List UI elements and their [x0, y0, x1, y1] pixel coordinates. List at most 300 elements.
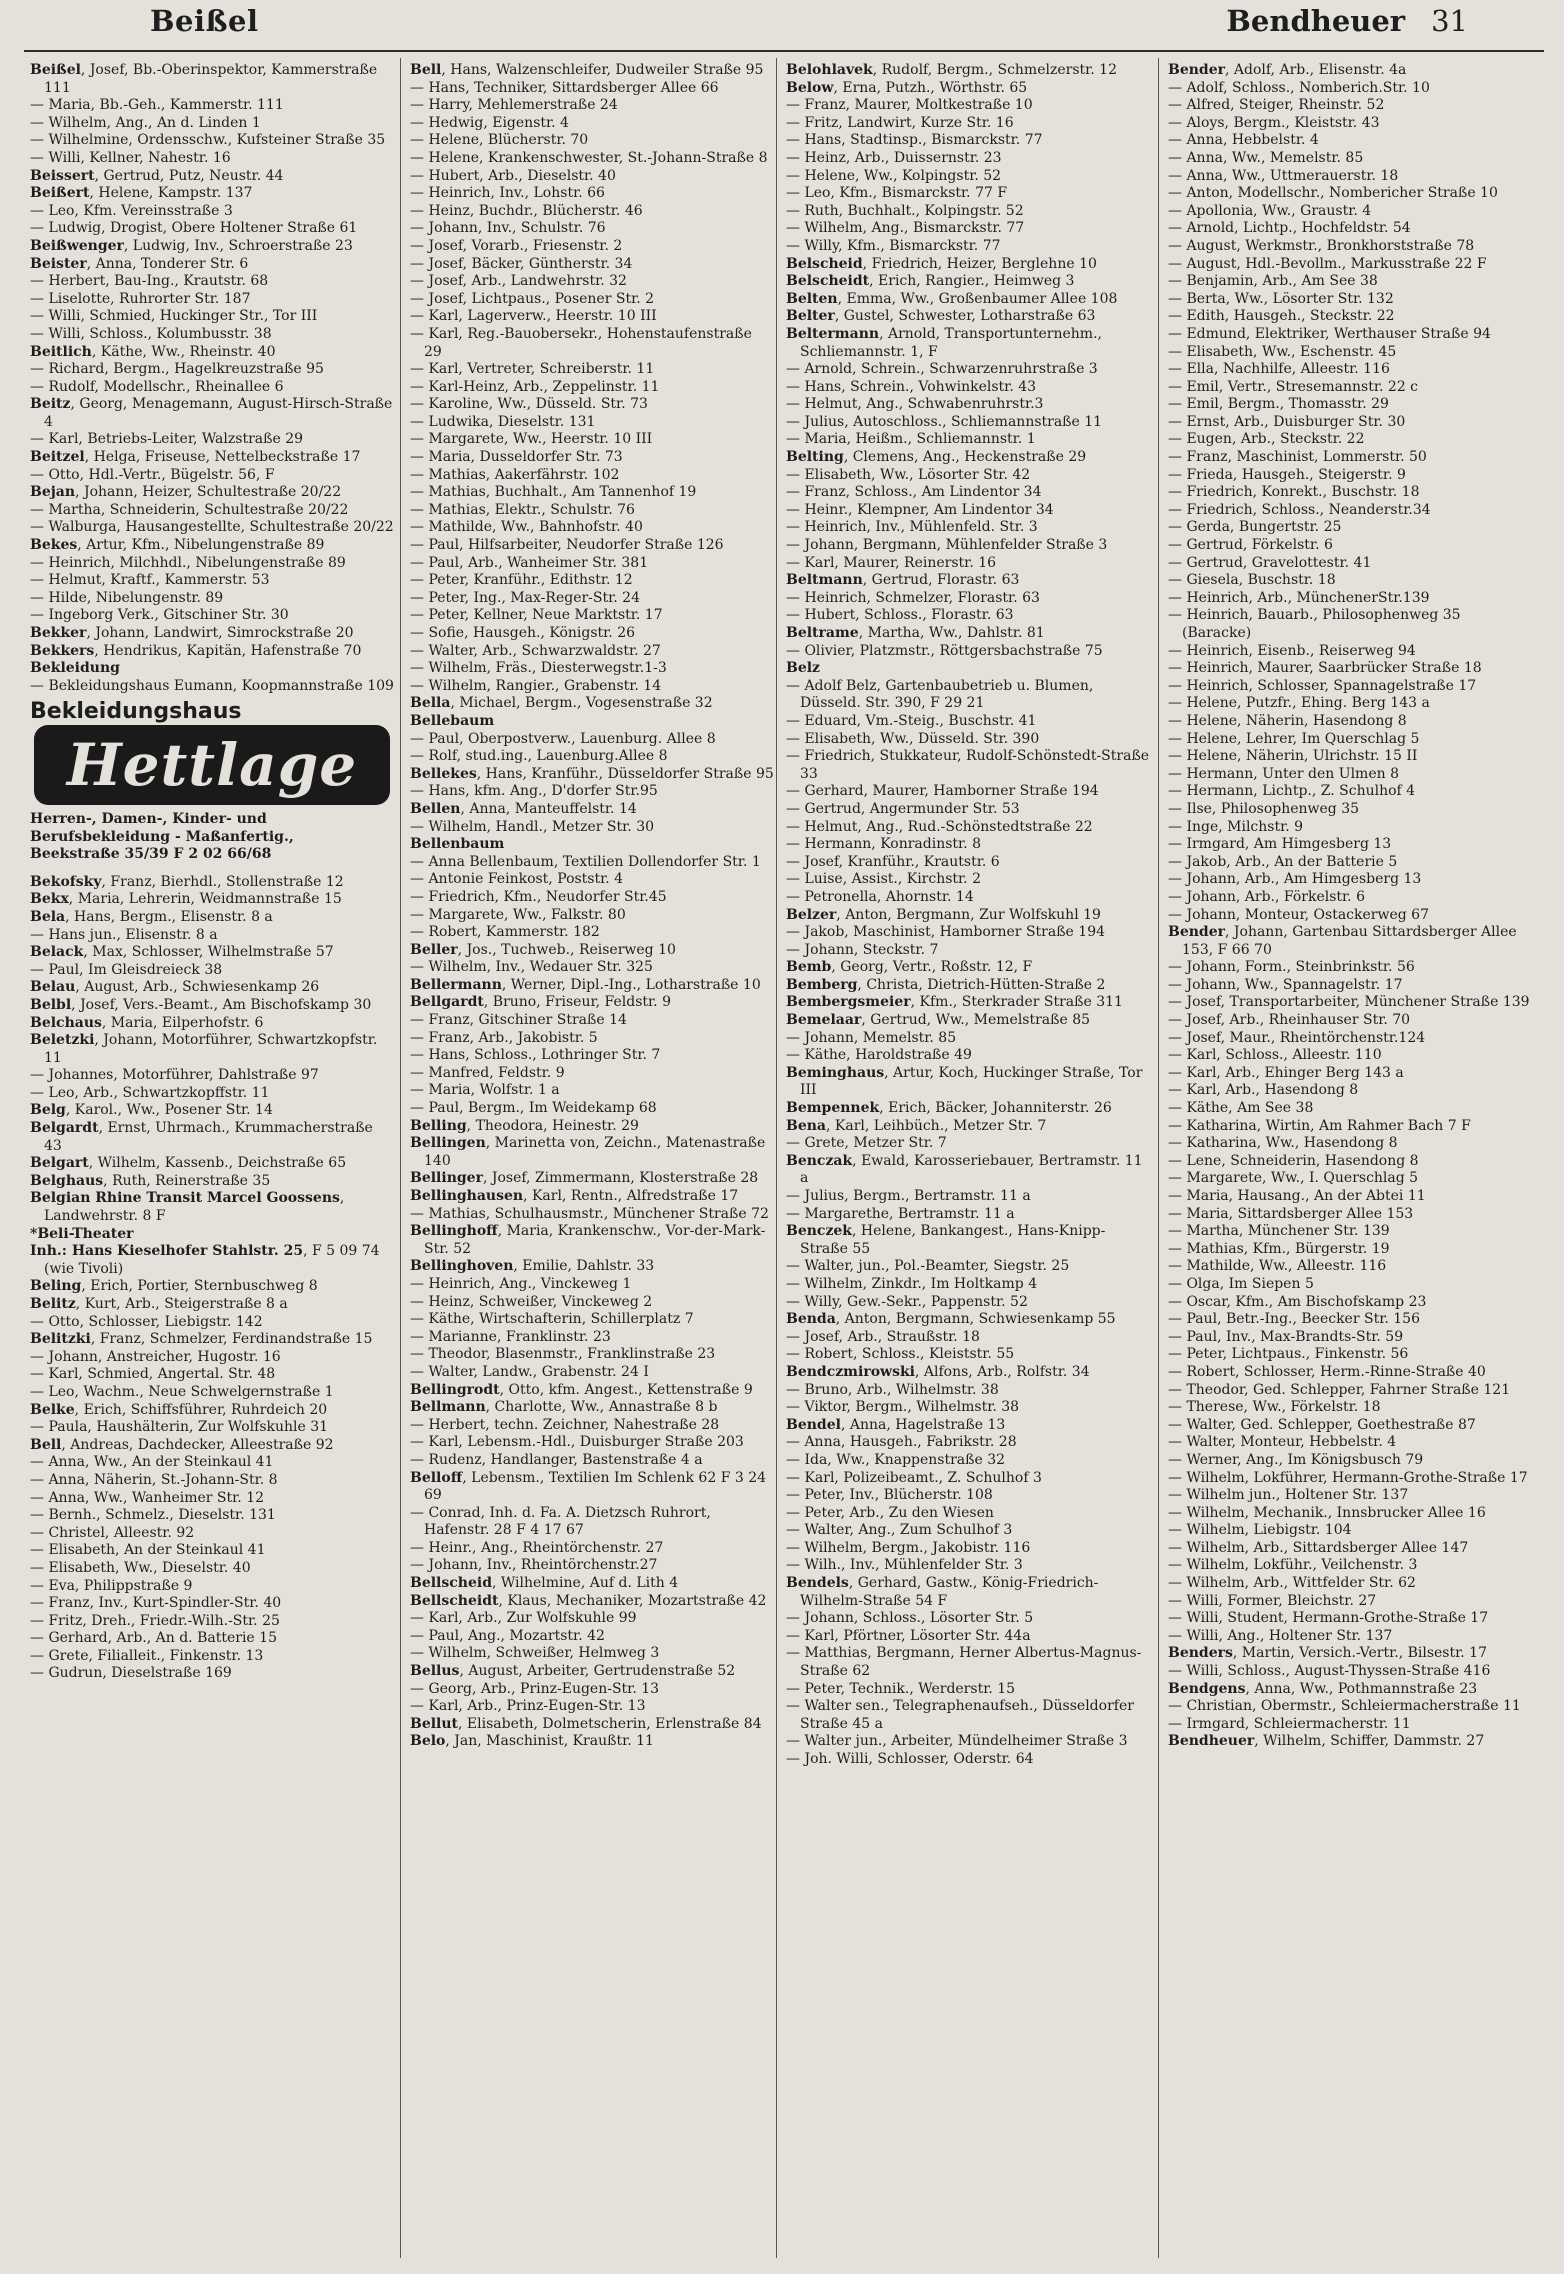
- directory-entry: Bekkers, Hendrikus, Kapitän, Hafenstraße 70: [30, 642, 362, 659]
- directory-entry: — Willi, Schloss., August-Thyssen-Straße 416: [1168, 1663, 1491, 1680]
- entry-surname: Bena: [786, 1117, 826, 1134]
- directory-entry: Bekes, Artur, Kfm., Nibelungenstraße 89: [30, 537, 325, 554]
- directory-entry: — Josef, Arb., Straußstr. 18: [786, 1328, 980, 1345]
- directory-entry: — Gertrud, Angermunder Str. 53: [786, 800, 1020, 817]
- directory-entry: Beitlich, Käthe, Ww., Rheinstr. 40: [30, 343, 276, 360]
- directory-entry: — Wilhelm, Lokführer, Hermann-Grothe-Straße 17: [1168, 1469, 1528, 1486]
- directory-entry: — Walter, Ang., Zum Schulhof 3: [786, 1522, 1013, 1539]
- directory-entry: — Hans, Techniker, Sittardsberger Allee 66: [410, 79, 719, 96]
- entry-surname: Bemelaar: [786, 1012, 862, 1029]
- entry-surname: Belke: [30, 1401, 75, 1418]
- directory-entry: — Rudenz, Handlanger, Bastenstraße 4 a: [410, 1451, 703, 1468]
- directory-entry: — Luise, Assist., Kirchstr. 2: [786, 871, 981, 888]
- directory-entry: Bell, Andreas, Dachdecker, Alleestraße 92: [30, 1436, 334, 1453]
- directory-entry: — Franz, Maurer, Moltkestraße 10: [786, 97, 1033, 114]
- directory-entry: — Anton, Modellschr., Nombericher Straße 10: [1168, 185, 1498, 202]
- entry-surname: Bellscheid: [410, 1575, 492, 1592]
- directory-entry: — Heinrich, Inv., Lohstr. 66: [410, 185, 605, 202]
- directory-entry: — Arnold, Schrein., Schwarzenruhrstraße 3: [786, 361, 1098, 378]
- header-rule: [24, 50, 1544, 52]
- directory-entry: — Wilhelm, Inv., Wedauer Str. 325: [410, 959, 653, 976]
- directory-entry: — Ingeborg Verk., Gitschiner Str. 30: [30, 607, 289, 624]
- directory-entry: Beling, Erich, Portier, Sternbuschweg 8: [30, 1278, 318, 1295]
- directory-entry: — Walter, Ged. Schlepper, Goethestraße 87: [1168, 1416, 1476, 1433]
- directory-entry: — Heinz, Schweißer, Vinckeweg 2: [410, 1293, 653, 1310]
- directory-entry: — Leo, Kfm. Vereinsstraße 3: [30, 202, 233, 219]
- directory-entry: — Heinrich, Arb., MünchenerStr.139: [1168, 589, 1430, 606]
- directory-entry: — Paula, Haushälterin, Zur Wolfskuhle 31: [30, 1419, 329, 1436]
- directory-entry: — Hans, Schloss., Lothringer Str. 7: [410, 1047, 661, 1064]
- directory-entry: Beller, Jos., Tuchweb., Reiserweg 10: [410, 941, 676, 958]
- directory-entry: — Ilse, Philosophenweg 35: [1168, 800, 1360, 817]
- directory-entry: — Heinrich, Inv., Mühlenfeld. Str. 3: [786, 519, 1038, 536]
- entry-surname: Belzer: [786, 906, 837, 923]
- entry-surname: Belscheidt: [786, 273, 870, 290]
- directory-entry: — Hermann, Lichtp., Z. Schulhof 4: [1168, 783, 1416, 800]
- entry-surname: Bekofsky: [30, 873, 102, 890]
- entry-surname: Bellut: [410, 1715, 459, 1732]
- directory-entry: Bejan, Johann, Heizer, Schultestraße 20/22: [30, 484, 342, 501]
- directory-entry: — Walter, jun., Pol.-Beamter, Siegstr. 25: [786, 1258, 1070, 1275]
- directory-entry: Beißwenger, Ludwig, Inv., Schroerstraße 23: [30, 237, 353, 254]
- entry-surname: Bendgens: [1168, 1680, 1246, 1697]
- directory-entry: Belscheid, Friedrich, Heizer, Berglehne 10: [786, 255, 1097, 272]
- entry-surname: Benda: [786, 1311, 836, 1328]
- directory-entry: Belgian Rhine Transit Marcel Goossens, Landwehrstr. 8 F: [30, 1190, 345, 1225]
- directory-entry: — Paul, Im Gleisdreieck 38: [30, 961, 223, 978]
- directory-entry: Belloff, Lebensm., Textilien Im Schlenk 62 F 3 24 69: [410, 1469, 767, 1504]
- directory-entry: Bekx, Maria, Lehrerin, Weidmannstraße 15: [30, 891, 342, 908]
- entry-surname: Beißwenger: [30, 237, 124, 254]
- directory-entry: — Richard, Bergm., Hagelkreuzstraße 95: [30, 361, 324, 378]
- directory-entry: Bellinghoff, Maria, Krankenschw., Vor-der-Mark-Str. 52: [410, 1223, 766, 1257]
- directory-entry: — Bekleidungshaus Eumann, Koopmannstraße 109: [30, 677, 394, 694]
- directory-entry: Bell, Hans, Walzenschleifer, Dudweiler Straße 95: [410, 62, 764, 78]
- directory-entry: — Maria, Dusseldorfer Str. 73: [410, 449, 623, 466]
- directory-entry: — Werner, Ang., Im Königsbusch 79: [1168, 1451, 1424, 1468]
- entry-surname: Beitz: [30, 396, 71, 413]
- advertisement-line: Berufsbekleidung - Maßanfertig.,: [30, 828, 294, 845]
- directory-entry: — Heinrich, Maurer, Saarbrücker Straße 18: [1168, 660, 1482, 677]
- directory-entry: — Grete, Filialleit., Finkenstr. 13: [30, 1647, 264, 1664]
- entry-surname: Bendel: [786, 1416, 841, 1433]
- entry-surname: Bellebaum: [410, 712, 495, 729]
- directory-entry: — Willy, Kfm., Bismarckstr. 77: [786, 237, 1001, 254]
- directory-entry: Beminghaus, Artur, Koch, Huckinger Straße, Tor III: [786, 1064, 1143, 1099]
- entry-surname: Inh.: Hans Kieselhofer Stahlstr. 25: [30, 1243, 304, 1260]
- directory-entry: Bellinghoven, Emilie, Dahlstr. 33: [410, 1258, 655, 1275]
- directory-entry: Bendels, Gerhard, Gastw., König-Friedrich-Wilhelm-Straße 54 F: [786, 1575, 1099, 1609]
- entry-surname: Bekes: [30, 537, 78, 554]
- directory-entry: Beißel, Josef, Bb.-Oberinspektor, Kammerstraße 111: [30, 62, 378, 96]
- directory-entry: — Anna, Ww., Wanheimer Str. 12: [30, 1489, 265, 1506]
- directory-entry: — Irmgard, Am Himgesberg 13: [1168, 836, 1392, 853]
- directory-entry: — Heinrich, Eisenb., Reiserweg 94: [1168, 642, 1416, 659]
- directory-entry: — Mathias, Aakerfährstr. 102: [410, 466, 620, 483]
- directory-entry: — Herbert, Bau-Ing., Krautstr. 68: [30, 273, 269, 290]
- directory-entry: — Peter, Arb., Zu den Wiesen: [786, 1504, 994, 1521]
- entry-surname: Bemb: [786, 959, 832, 976]
- directory-entry: [30, 1226, 394, 1244]
- entry-surname: Beltermann: [786, 325, 880, 342]
- directory-entry: — Elisabeth, Ww., Eschenstr. 45: [1168, 343, 1397, 360]
- directory-entry: Bekker, Johann, Landwirt, Simrockstraße 20: [30, 625, 354, 641]
- directory-entry: — Sofie, Hausgeh., Königstr. 26: [410, 625, 636, 641]
- directory-entry: — Wilhelm, Handl., Metzer Str. 30: [410, 818, 655, 835]
- directory-entry: Bendgens, Anna, Ww., Pothmannstraße 23: [1168, 1680, 1478, 1697]
- directory-entry: Benda, Anton, Bergmann, Schwiesenkamp 55: [786, 1311, 1116, 1328]
- column-3: [786, 62, 1150, 2262]
- directory-entry: Belting, Clemens, Ang., Heckenstraße 29: [786, 449, 1087, 466]
- directory-entry: — Olga, Im Siepen 5: [1168, 1275, 1314, 1292]
- directory-entry: — Heinrich, Bauarb., Philosophenweg 35 (Baracke): [1168, 607, 1461, 641]
- directory-entry: — Helene, Ww., Kolpingstr. 52: [786, 167, 1002, 184]
- entry-surname: Beissert: [30, 167, 95, 184]
- directory-entry: — Karl-Heinz, Arb., Zeppelinstr. 11: [410, 378, 660, 395]
- column-divider: [400, 58, 401, 2258]
- directory-entry: Bempennek, Erich, Bäcker, Johanniterstr. 26: [786, 1100, 1112, 1117]
- directory-entry: — Willi, Kellner, Nahestr. 16: [30, 149, 231, 166]
- directory-entry: — Walter sen., Telegraphenaufseh., Düsseldorfer Straße 45 a: [786, 1698, 1134, 1732]
- directory-entry: Bellingrodt, Otto, kfm. Angest., Kettenstraße 9: [410, 1381, 753, 1398]
- directory-entry: — Hans, Schrein., Vohwinkelstr. 43: [786, 378, 1037, 395]
- directory-entry: — Johann, Steckstr. 7: [786, 941, 939, 958]
- directory-entry: — Walter, Monteur, Hebbelstr. 4: [1168, 1434, 1397, 1451]
- directory-entry: — Johann, Inv., Rheintörchenstr.27: [410, 1557, 658, 1574]
- advertisement-logo: Hettlage: [34, 725, 390, 805]
- directory-entry: — Ida, Ww., Knappenstraße 32: [786, 1451, 1006, 1468]
- advertisement-line: Herren-, Damen-, Kinder- und: [30, 810, 267, 827]
- directory-entry: — Gertrud, Förkelstr. 6: [1168, 537, 1333, 554]
- directory-entry: — Wilhelm, Arb., Wittfelder Str. 62: [1168, 1575, 1416, 1592]
- entry-surname: Belter: [786, 308, 835, 325]
- directory-entry: — Karl, Lebensm.-Hdl., Duisburger Straße 203: [410, 1434, 744, 1451]
- directory-entry: Belg, Karol., Ww., Posener Str. 14: [30, 1102, 273, 1119]
- directory-entry: — Karl, Arb., Hasendong 8: [1168, 1082, 1359, 1099]
- entry-surname: Beltmann: [786, 572, 863, 589]
- entry-surname: Beling: [30, 1278, 82, 1295]
- directory-entry: — Marianne, Franklinstr. 23: [410, 1328, 611, 1345]
- directory-entry: — Olivier, Platzmstr., Röttgersbachstraße 75: [786, 642, 1103, 659]
- directory-entry: — Karl, Betriebs-Leiter, Walzstraße 29: [30, 431, 304, 448]
- directory-entry: — Wilhelm, Ang., An d. Linden 1: [30, 114, 261, 131]
- directory-entry: Below, Erna, Putzh., Wörthstr. 65: [786, 79, 1028, 96]
- directory-entry: — Karoline, Ww., Düsseld. Str. 73: [410, 396, 648, 413]
- directory-entry: — Johann, Schloss., Lösorter Str. 5: [786, 1610, 1034, 1627]
- directory-entry: — Hubert, Arb., Dieselstr. 40: [410, 167, 616, 184]
- directory-entry: — Oscar, Kfm., Am Bischofskamp 23: [1168, 1293, 1427, 1310]
- directory-entry: — Karl, Reg.-Bauobersekr., Hohenstaufenstraße 29: [410, 325, 752, 360]
- directory-entry: — Johann, Bergmann, Mühlenfelder Straße 3: [786, 537, 1108, 554]
- directory-entry: — Eugen, Arb., Steckstr. 22: [1168, 431, 1365, 448]
- directory-entry: Beitzel, Helga, Friseuse, Nettelbeckstraße 17: [30, 449, 361, 466]
- entry-surname: Benders: [1168, 1645, 1233, 1662]
- directory-entry: Bellmann, Charlotte, Ww., Annastraße 8 b: [410, 1399, 718, 1416]
- directory-entry: — Christel, Alleestr. 92: [30, 1524, 195, 1541]
- directory-entry: — Gerhard, Arb., An d. Batterie 15: [30, 1630, 277, 1647]
- directory-entry: — Gudrun, Dieselstraße 169: [30, 1665, 232, 1682]
- directory-entry: — Alfred, Steiger, Rheinstr. 52: [1168, 97, 1385, 114]
- directory-entry: — Helene, Krankenschwester, St.-Johann-Straße 8: [410, 149, 768, 166]
- directory-entry: — Margarete, Ww., Heerstr. 10 III: [410, 431, 653, 448]
- directory-entry: — Adolf Belz, Gartenbaubetrieb u. Blumen, Düsseld. Str. 390, F 29 21: [786, 677, 1094, 712]
- directory-entry: — Therese, Ww., Förkelstr. 18: [1168, 1399, 1381, 1416]
- entry-surname: Beminghaus: [786, 1064, 885, 1081]
- advertisement: [30, 699, 394, 863]
- directory-entry: — Herbert, techn. Zeichner, Nahestraße 28: [410, 1416, 720, 1433]
- directory-entry: Bendczmirowski, Alfons, Arb., Rolfstr. 34: [786, 1363, 1090, 1380]
- entry-surname: Bender: [1168, 62, 1225, 78]
- directory-entry: — Johann, Arb., Am Himgesberg 13: [1168, 871, 1422, 888]
- entry-surname: *Beli-Theater: [30, 1225, 134, 1242]
- directory-entry: — Willi, Schmied, Huckinger Str., Tor III: [30, 308, 318, 325]
- directory-entry: [30, 660, 394, 678]
- directory-entry: — Margarete, Ww., Falkstr. 80: [410, 906, 626, 923]
- directory-entry: — Giesela, Buschstr. 18: [1168, 572, 1336, 589]
- directory-entry: — Eduard, Vm.-Steig., Buschstr. 41: [786, 712, 1037, 729]
- directory-entry: Benczak, Ewald, Karosseriebauer, Bertramstr. 11 a: [786, 1152, 1143, 1187]
- directory-entry: — Helmut, Ang., Rud.-Schönstedtstraße 22: [786, 818, 1093, 835]
- directory-entry: Benders, Martin, Versich.-Vertr., Bilsestr. 17: [1168, 1645, 1487, 1662]
- directory-entry: — Fritz, Landwirt, Kurze Str. 16: [786, 114, 1014, 131]
- directory-entry: — Julius, Bergm., Bertramstr. 11 a: [786, 1188, 1031, 1204]
- directory-entry: — Robert, Kammerstr. 182: [410, 924, 600, 941]
- directory-entry: — Eva, Philippstraße 9: [30, 1577, 193, 1594]
- directory-entry: — Wilhelm, Bergm., Jakobistr. 116: [786, 1539, 1031, 1556]
- column-2: [410, 62, 774, 2262]
- directory-entry: Bellus, August, Arbeiter, Gertrudenstraße 52: [410, 1663, 736, 1680]
- directory-entry: — Franz, Maschinist, Lommerstr. 50: [1168, 449, 1427, 466]
- directory-entry: Bemelaar, Gertrud, Ww., Memelstraße 85: [786, 1012, 1091, 1029]
- directory-entry: — Karl, Arb., Ehinger Berg 143 a: [1168, 1064, 1404, 1081]
- directory-entry: — Heinz, Buchdr., Blücherstr. 46: [410, 202, 643, 219]
- advertisement-line: Beekstraße 35/39 F 2 02 66/68: [30, 846, 272, 863]
- advertisement-heading: Bekleidungshaus: [30, 699, 242, 725]
- directory-entry: — Apollonia, Ww., Graustr. 4: [1168, 202, 1372, 219]
- entry-surname: Belbl: [30, 996, 72, 1013]
- directory-entry: — Helene, Putzfr., Ehing. Berg 143 a: [1168, 695, 1430, 712]
- directory-entry: — Heinr., Klempner, Am Lindentor 34: [786, 501, 1054, 518]
- directory-entry: — Emil, Vertr., Stresemannstr. 22 c: [1168, 378, 1419, 395]
- entry-surname: Bekleidung: [30, 660, 120, 677]
- entry-surname: Bendczmirowski: [786, 1363, 915, 1380]
- directory-entry: — Arnold, Lichtp., Hochfeldstr. 54: [1168, 220, 1411, 237]
- directory-entry: — Helmut, Kraftf., Kammerstr. 53: [30, 572, 270, 589]
- entry-surname: Belgart: [30, 1155, 89, 1172]
- entry-surname: Belohlavek: [786, 62, 873, 78]
- directory-entry: — Heinrich, Ang., Vinckeweg 1: [410, 1275, 632, 1292]
- directory-entry: Beissert, Gertrud, Putz, Neustr. 44: [30, 167, 284, 184]
- entry-surname: Belchaus: [30, 1014, 102, 1031]
- directory-entry: Inh.: Hans Kieselhofer Stahlstr. 25, F 5 09 74 (wie Tivoli): [30, 1243, 380, 1277]
- directory-entry: — Karl, Schmied, Angertal. Str. 48: [30, 1366, 276, 1383]
- directory-entry: — Joh. Willi, Schlosser, Oderstr. 64: [786, 1751, 1034, 1767]
- directory-entry: — Franz, Arb., Jakobistr. 5: [410, 1029, 598, 1046]
- directory-entry: Bekofsky, Franz, Bierhdl., Stollenstraße 12: [30, 873, 344, 890]
- entry-surname: Belten: [786, 290, 838, 307]
- entry-surname: Belo: [410, 1733, 446, 1750]
- directory-entry: — Mathilde, Ww., Alleestr. 116: [1168, 1258, 1387, 1275]
- directory-entry: Belke, Erich, Schiffsführer, Ruhrdeich 20: [30, 1401, 328, 1418]
- entry-surname: Bekker: [30, 625, 87, 641]
- directory-entry: — Karl, Maurer, Reinerstr. 16: [786, 554, 997, 571]
- directory-entry: Beletzki, Johann, Motorführer, Schwartzkopfstr. 11: [30, 1032, 378, 1066]
- entry-surname: Beister: [30, 255, 87, 272]
- directory-entry: Bellut, Elisabeth, Dolmetscherin, Erlenstraße 84: [410, 1715, 762, 1732]
- entry-surname: Belscheid: [786, 255, 863, 272]
- directory-entry: — Maria, Wolfstr. 1 a: [410, 1082, 560, 1099]
- directory-entry: Bellingen, Marinetta von, Zeichn., Matenastraße 140: [410, 1135, 766, 1169]
- directory-entry: Belgardt, Ernst, Uhrmach., Krummacherstraße 43: [30, 1120, 373, 1154]
- directory-entry: — Gerhard, Maurer, Hamborner Straße 194: [786, 783, 1099, 800]
- directory-entry: — Heinrich, Milchhdl., Nibelungenstraße 89: [30, 554, 346, 571]
- directory-entry: Belghaus, Ruth, Reinerstraße 35: [30, 1172, 271, 1189]
- directory-entry: — Friedrich, Konrekt., Buschstr. 18: [1168, 484, 1420, 501]
- entry-surname: Bekx: [30, 891, 69, 908]
- entry-surname: Bempennek: [786, 1100, 880, 1117]
- entry-surname: Bellekes: [410, 765, 477, 782]
- directory-entry: — Paul, Betr.-Ing., Beecker Str. 156: [1168, 1311, 1420, 1328]
- entry-surname: Bellinghoven: [410, 1258, 514, 1275]
- entry-surname: Below: [786, 79, 834, 96]
- directory-entry: Beltermann, Arnold, Transportunternehm., Schliemannstr. 1, F: [786, 325, 1102, 360]
- directory-entry: — Helene, Näherin, Hasendong 8: [1168, 712, 1407, 729]
- directory-entry: — Paul, Hilfsarbeiter, Neudorfer Straße 126: [410, 537, 724, 554]
- directory-entry: — Leo, Arb., Schwartzkopffstr. 11: [30, 1084, 270, 1101]
- directory-entry: — Wilhelmine, Ordensschw., Kufsteiner Straße 35: [30, 132, 386, 149]
- entry-surname: Bejan: [30, 484, 76, 501]
- directory-entry: — Karl, Polizeibeamt., Z. Schulhof 3: [786, 1469, 1042, 1486]
- directory-entry: Belau, August, Arb., Schwiesenkamp 26: [30, 979, 320, 996]
- entry-surname: Belz: [786, 660, 821, 677]
- directory-entry: — Bruno, Arb., Wilhelmstr. 38: [786, 1381, 999, 1398]
- directory-entry: — Katharina, Wirtin, Am Rahmer Bach 7 F: [1168, 1117, 1471, 1134]
- directory-entry: — Heinr., Ang., Rheintörchenstr. 27: [410, 1539, 664, 1556]
- directory-entry: — Leo, Wachm., Neue Schwelgernstraße 1: [30, 1383, 334, 1400]
- directory-entry: — Hedwig, Eigenstr. 4: [410, 114, 569, 131]
- directory-entry: Bellscheidt, Klaus, Mechaniker, Mozartstraße 42: [410, 1592, 767, 1609]
- directory-entry: — Wilhelm jun., Holtener Str. 137: [1168, 1487, 1409, 1504]
- directory-entry: — Jakob, Maschinist, Hamborner Straße 194: [786, 924, 1106, 941]
- directory-entry: Bellen, Anna, Manteuffelstr. 14: [410, 800, 637, 817]
- directory-entry: — Käthe, Haroldstraße 49: [786, 1047, 972, 1064]
- entry-surname: Bellinghausen: [410, 1188, 524, 1204]
- directory-entry: — Peter, Technik., Werderstr. 15: [786, 1680, 1016, 1697]
- directory-entry: Bena, Karl, Leihbüch., Metzer Str. 7: [786, 1117, 1047, 1134]
- directory-entry: — Berta, Ww., Lösorter Str. 132: [1168, 290, 1394, 307]
- directory-entry: Bemb, Georg, Vertr., Roßstr. 12, F: [786, 959, 1033, 976]
- entry-surname: Bellingrodt: [410, 1381, 500, 1398]
- directory-entry: — Ruth, Buchhalt., Kolpingstr. 52: [786, 202, 1024, 219]
- directory-entry: — Jakob, Arb., An der Batterie 5: [1168, 853, 1398, 870]
- directory-entry: — Martha, Münchener Str. 139: [1168, 1223, 1390, 1240]
- directory-entry: — Grete, Metzer Str. 7: [786, 1135, 947, 1152]
- entry-surname: Bellenbaum: [410, 836, 505, 853]
- directory-entry: — Johann, Memelstr. 85: [786, 1029, 957, 1046]
- entry-surname: Beltrame: [786, 625, 859, 641]
- directory-entry: Bender, Adolf, Arb., Elisenstr. 4a: [1168, 62, 1407, 78]
- directory-entry: — Johann, Form., Steinbrinkstr. 56: [1168, 959, 1415, 976]
- directory-entry: — Elisabeth, Ww., Lösorter Str. 42: [786, 466, 1031, 483]
- directory-entry: — Paul, Ang., Mozartstr. 42: [410, 1627, 605, 1644]
- directory-entry: — Josef, Bäcker, Güntherstr. 34: [410, 255, 633, 272]
- directory-entry: — Wilhelm, Lokführ., Veilchenstr. 3: [1168, 1557, 1418, 1574]
- directory-entry: — Irmgard, Schleiermacherstr. 11: [1168, 1715, 1411, 1732]
- directory-entry: Beister, Anna, Tonderer Str. 6: [30, 255, 249, 272]
- directory-entry: Belgart, Wilhelm, Kassenb., Deichstraße 65: [30, 1155, 347, 1172]
- directory-entry: — Josef, Lichtpaus., Posener Str. 2: [410, 290, 655, 307]
- directory-entry: — Karl, Pförtner, Lösorter Str. 44a: [786, 1627, 1031, 1644]
- entry-surname: Bela: [30, 908, 66, 925]
- directory-entry: — Peter, Inv., Blücherstr. 108: [786, 1487, 993, 1504]
- entry-surname: Bendels: [786, 1575, 849, 1592]
- directory-entry: Belitz, Kurt, Arb., Steigerstraße 8 a: [30, 1296, 288, 1312]
- entry-surname: Bellermann: [410, 976, 502, 993]
- directory-entry: — Karl, Schloss., Alleestr. 110: [1168, 1047, 1382, 1064]
- directory-entry: — Johannes, Motorführer, Dahlstraße 97: [30, 1067, 319, 1084]
- directory-entry: — Inge, Milchstr. 9: [1168, 818, 1304, 835]
- directory-entry: Beitz, Georg, Menagemann, August-Hirsch-Straße 4: [30, 396, 393, 430]
- entry-surname: Belack: [30, 944, 84, 961]
- directory-entry: — Wilhelm, Mechanik., Innsbrucker Allee 16: [1168, 1504, 1486, 1521]
- directory-entry: — Emil, Bergm., Thomasstr. 29: [1168, 396, 1389, 413]
- entry-surname: Benczek: [786, 1223, 853, 1240]
- directory-entry: — Anna, Ww., Memelstr. 85: [1168, 149, 1364, 166]
- directory-entry: — Georg, Arb., Prinz-Eugen-Str. 13: [410, 1680, 660, 1697]
- directory-entry: — Elisabeth, Ww., Düsseld. Str. 390: [786, 730, 1040, 747]
- directory-entry: — Wilh., Inv., Mühlenfelder Str. 3: [786, 1557, 1023, 1574]
- directory-entry: — Edith, Hausgeh., Steckstr. 22: [1168, 308, 1395, 325]
- header-last-name: [1226, 4, 1468, 38]
- directory-entry: — Anna, Hausgeh., Fabrikstr. 28: [786, 1434, 1017, 1451]
- directory-entry: — Helmut, Ang., Schwabenruhrstr.3: [786, 396, 1044, 413]
- directory-entry: — Robert, Schloss., Kleiststr. 55: [786, 1346, 1015, 1363]
- directory-entry: Belten, Emma, Ww., Großenbaumer Allee 108: [786, 290, 1118, 307]
- directory-entry: — Friedrich, Kfm., Neudorfer Str.45: [410, 888, 667, 905]
- directory-entry: — Helene, Blücherstr. 70: [410, 132, 589, 149]
- directory-entry: — August, Hdl.-Bevollm., Markusstraße 22 F: [1168, 255, 1487, 272]
- directory-entry: — Peter, Kranführ., Edithstr. 12: [410, 572, 633, 589]
- directory-entry: — Otto, Schlosser, Liebigstr. 142: [30, 1313, 263, 1330]
- directory-entry: — Josef, Arb., Rheinhauser Str. 70: [1168, 1012, 1411, 1029]
- directory-entry: — Theodor, Ged. Schlepper, Fahrner Straße 121: [1168, 1381, 1511, 1398]
- entry-surname: Belg: [30, 1102, 66, 1119]
- entry-surname: Bembergsmeier: [786, 994, 911, 1011]
- entry-surname: Belling: [410, 1117, 467, 1134]
- entry-surname: Beitlich: [30, 343, 92, 360]
- directory-entry: — Josef, Vorarb., Friesenstr. 2: [410, 237, 623, 254]
- directory-entry: [410, 713, 774, 731]
- directory-entry: Bela, Hans, Bergm., Elisenstr. 8 a: [30, 908, 273, 925]
- directory-entry: — Wilhelm, Schweißer, Helmweg 3: [410, 1645, 660, 1662]
- directory-entry: — Maria, Bb.-Geh., Kammerstr. 111: [30, 97, 284, 114]
- directory-entry: Belscheidt, Erich, Rangier., Heimweg 3: [786, 273, 1075, 290]
- directory-entry: — Johann, Arb., Förkelstr. 6: [1168, 888, 1365, 905]
- entry-surname: Belgardt: [30, 1120, 99, 1137]
- column-1: [30, 62, 394, 2262]
- directory-entry: — Willi, Student, Hermann-Grothe-Straße 17: [1168, 1610, 1489, 1627]
- directory-entry: — Johann, Inv., Schulstr. 76: [410, 220, 606, 237]
- directory-entry: — Wilhelm, Ang., Bismarckstr. 77: [786, 220, 1025, 237]
- directory-entry: — Maria, Hausang., An der Abtei 11: [1168, 1188, 1426, 1204]
- entry-surname: Bender: [1168, 924, 1225, 941]
- directory-entry: — Peter, Lichtpaus., Finkenstr. 56: [1168, 1346, 1409, 1363]
- directory-entry: — Rolf, stud.ing., Lauenburg.Allee 8: [410, 748, 668, 765]
- entry-surname: Belitz: [30, 1296, 76, 1312]
- directory-entry: Belchaus, Maria, Eilperhofstr. 6: [30, 1014, 264, 1031]
- directory-entry: — Matthias, Bergmann, Herner Albertus-Magnus-Straße 62: [786, 1645, 1142, 1680]
- entry-surname: Bellen: [410, 800, 461, 817]
